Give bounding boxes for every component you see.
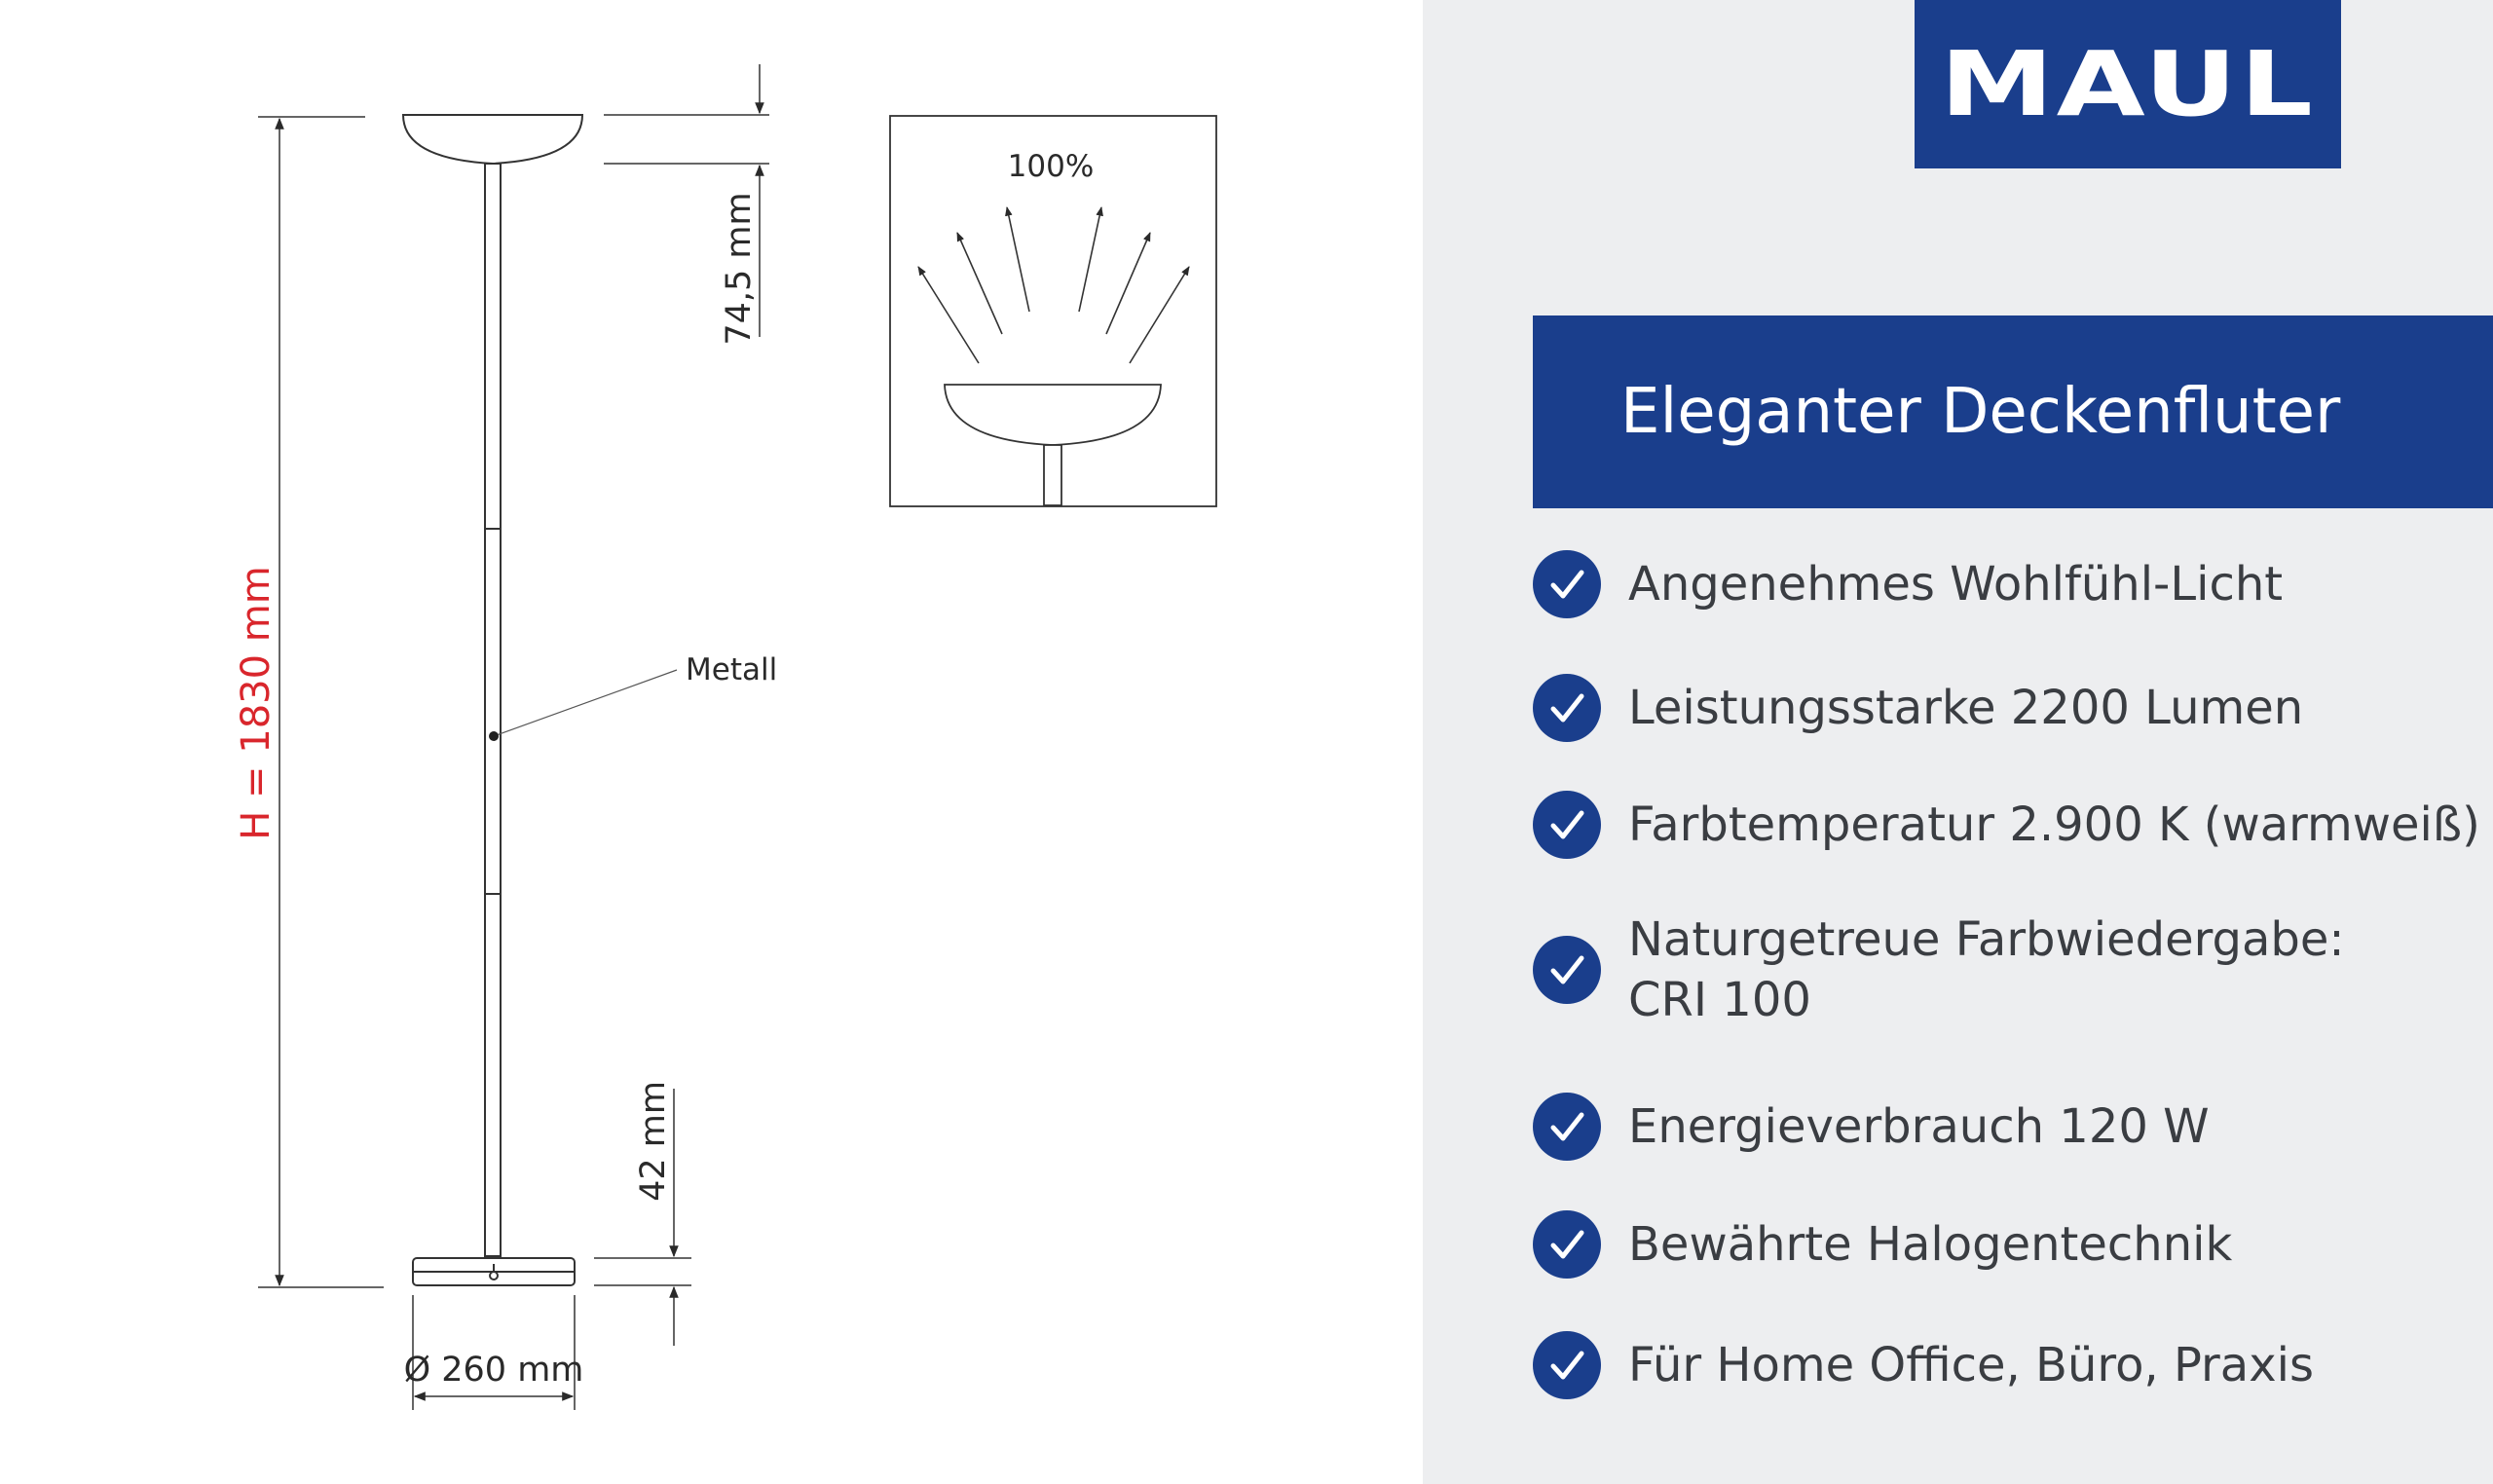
light-distribution-label: 100%	[1007, 149, 1095, 184]
feature-text	[1628, 909, 2345, 1030]
check-circle-icon	[1533, 1210, 1601, 1279]
feature-item	[1533, 1210, 2493, 1279]
feature-item	[1533, 674, 2493, 742]
feature-item	[1533, 550, 2493, 618]
feature-text: Angenehmes Wohlfühl-Licht	[1628, 557, 2284, 612]
check-circle-icon	[1533, 791, 1601, 859]
banner-title: Eleganter Deckenfluter	[1620, 376, 2341, 448]
height-label: H = 1830 mm	[234, 566, 279, 840]
base-diameter-label: Ø 260 mm	[403, 1351, 584, 1390]
check-circle-icon	[1533, 674, 1601, 742]
title-banner	[1533, 315, 2493, 508]
brand-logo	[1915, 0, 2341, 168]
material-callout	[489, 670, 677, 741]
material-label: Metall	[686, 652, 778, 687]
feature-text: Bewährte Halogentechnik	[1628, 1217, 2233, 1272]
logo-text: MAUL	[1940, 31, 2316, 136]
feature-item	[1533, 791, 2493, 859]
feature-text-line: CRI 100	[1628, 973, 1811, 1027]
lamp-outline	[403, 115, 582, 1285]
feature-text-line: Naturgetreue Farbwiedergabe:	[1628, 912, 2345, 967]
check-circle-icon	[1533, 1331, 1601, 1399]
check-circle-icon	[1533, 550, 1601, 618]
check-circle-icon	[1533, 936, 1601, 1004]
feature-text: Energieverbrauch 120 W	[1628, 1099, 2210, 1154]
feature-text: Leistungsstarke 2200 Lumen	[1628, 681, 2304, 735]
base-height-label: 42 mm	[634, 1081, 673, 1202]
feature-item	[1533, 1331, 2493, 1399]
feature-text: Für Home Office, Büro, Praxis	[1628, 1338, 2314, 1392]
feature-text: Farbtemperatur 2.900 K (warmweiß)	[1628, 798, 2480, 852]
shade-depth-label: 74,5 mm	[720, 192, 759, 346]
feature-item	[1533, 909, 2493, 1030]
check-circle-icon	[1533, 1093, 1601, 1161]
feature-item	[1533, 1093, 2493, 1161]
